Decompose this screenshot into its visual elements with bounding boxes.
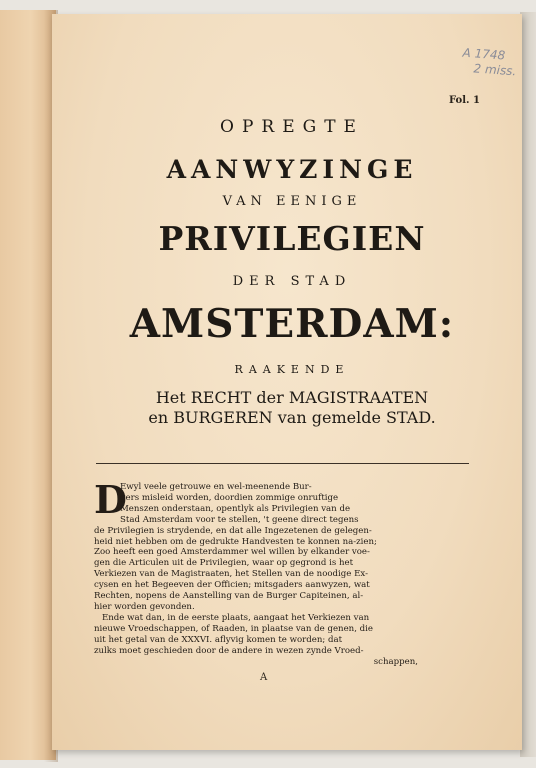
body-line: schappen, — [373, 656, 418, 667]
body-line: cysen en het Begeeven der Officien; mitsgaders aanwyzen, wat — [94, 580, 370, 591]
body-line: nieuwe Vroedschappen, of Raaden, in plaatse van de genen, die — [94, 623, 374, 634]
handwritten-annotation — [461, 46, 533, 81]
body-line: de Privilegien is strydende, en dat alle Ingezetenen de gelegen- — [94, 525, 372, 536]
body-line: gen die Articulen uit de Privilegien, waar op gegrond is het — [94, 558, 354, 569]
body-text — [94, 477, 424, 667]
body-line: gers misleid worden, doordien zommige onruftige — [120, 492, 339, 503]
body-line: heid niet hebben om de gedrukte Handvesten te konnen na-zien; — [94, 536, 377, 547]
title-line-7: RAAKENDE — [234, 363, 350, 376]
body-line: zulks moet geschieden door de andere in wezen zynde Vroed- — [94, 645, 364, 656]
body-line: Zoo heeft een goed Amsterdammer wel willen by elkander voe- — [94, 547, 370, 558]
divider-rule — [96, 463, 469, 464]
subtitle-line-1: Het RECHT der MAGISTRAATEN — [155, 388, 429, 407]
body-line: Verkiezen van de Magistraaten, het Stellen van de noodige Ex- — [94, 569, 368, 580]
title-line-4: PRIVILEGIEN — [158, 219, 426, 258]
title-line-1: OPREGTE — [220, 117, 364, 137]
subtitle-line-2: en BURGEREN van gemelde STAD. — [148, 408, 436, 427]
body-line: Menszen onderstaan, opentlyk als Privilegien van de — [120, 503, 351, 514]
backing-board — [520, 12, 536, 757]
title-line-2: AANWYZINGE — [166, 155, 418, 184]
folio-number: Fol. 1 — [449, 95, 480, 106]
title-line-3: VAN EENIGE — [222, 194, 362, 209]
title-line-6: AMSTERDAM: — [129, 301, 455, 347]
body-line: uit het getal van de XXXVI. aflyvig komen te worden; dat — [94, 634, 343, 645]
title-line-5: DER STAD — [232, 274, 352, 289]
drop-cap: D — [94, 477, 127, 522]
body-line: Rechten, nopens de Aanstelling van de Burger Capiteinen, al- — [94, 591, 364, 602]
signature-mark: A — [260, 672, 268, 683]
body-line: Ende wat dan, in de eerste plaats, aangaat het Verkiezen van — [102, 612, 370, 623]
annotation-line-1: A 1748 — [462, 45, 506, 63]
body-line: Ewyl veele getrouwe en wel-meenende Bur- — [120, 482, 312, 492]
annotation-line-2: 2 miss. — [473, 61, 517, 79]
body-line: Stad Amsterdam voor te stellen, 't geene direct tegens — [120, 514, 359, 525]
body-line: hier worden gevonden. — [94, 601, 195, 612]
